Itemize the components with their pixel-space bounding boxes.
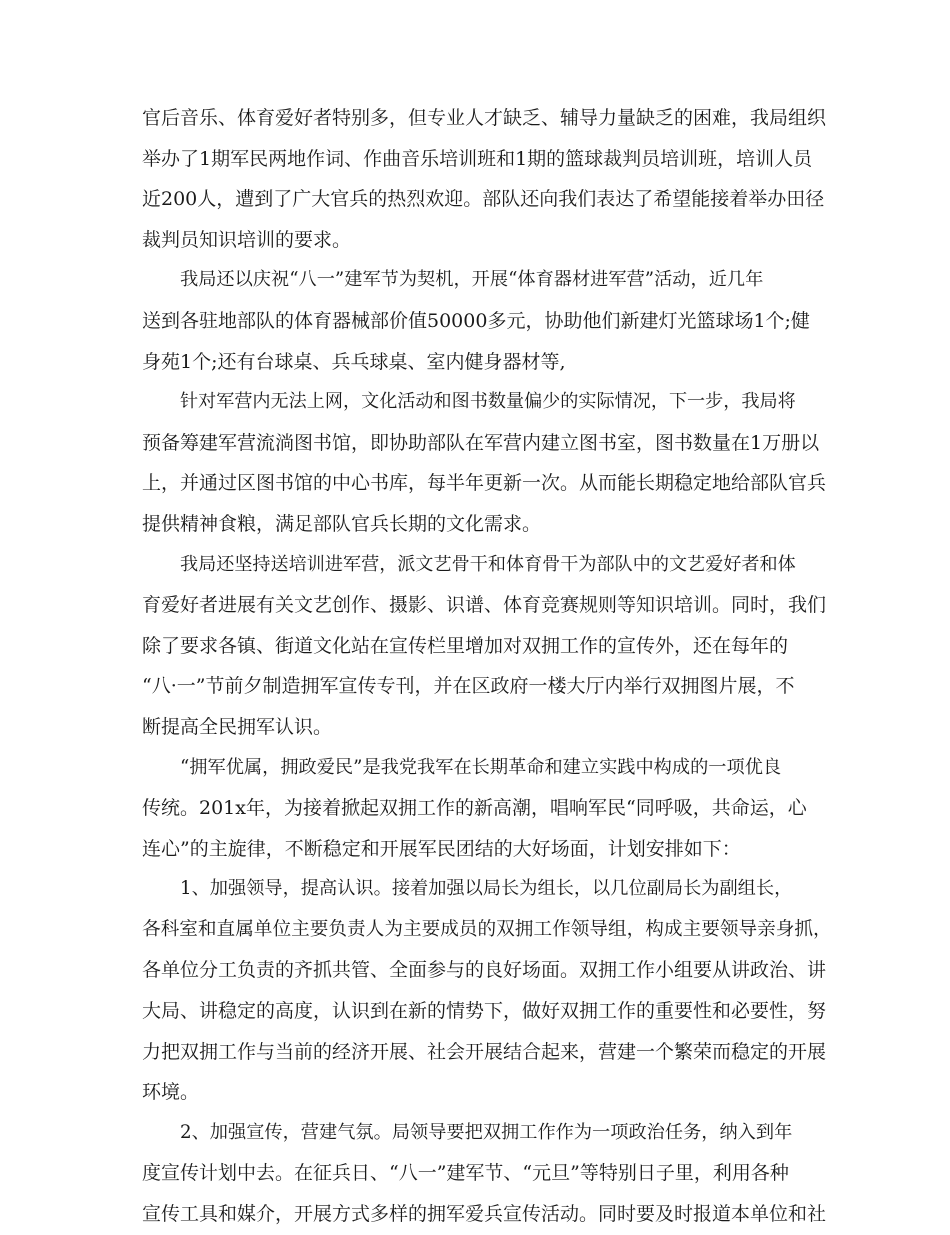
paragraph-line: 举办了1期军民两地作词、作曲音乐培训班和1期的篮球裁判员培训班，培训人员 [142, 147, 813, 170]
paragraph-line: 连心”的主旋律，不断稳定和开展军民团结的大好场面，计划安排如下： [142, 837, 741, 860]
paragraph-line: 宣传工具和媒介，开展方式多样的拥军爱兵宣传活动。同时要及时报道本单位和社 [142, 1203, 827, 1226]
document-body [142, 98, 832, 1235]
paragraph-first-line: 1、加强领导，提高认识。接着加强以局长为组长，以几位副局长为副组长， [180, 878, 793, 900]
paragraph-line: 近200人，遭到了广大官兵的热烈欢迎。部队还向我们表达了希望能接着举办田径 [142, 188, 825, 211]
paragraph-first-line: 我局还以庆祝“八一”建军节为契机，开展“体育器材进军营”活动，近几年 [180, 269, 764, 291]
paragraph-line: 官后音乐、体育爱好者特别多，但专业人才缺乏、辅导力量缺乏的困难，我局组织 [142, 107, 827, 129]
paragraph-line: 裁判员知识培训的要求。 [142, 228, 352, 251]
paragraph-line: 大局、讲稳定的高度，认识到在新的情势下，做好双拥工作的重要性和必要性，努 [142, 1000, 827, 1023]
paragraph-line: 育爱好者进展有关文艺创作、摄影、识谱、体育竞赛规则等知识培训。同时，我们 [142, 594, 827, 617]
paragraph-line: 度宣传计划中去。在征兵日、“八一”建军节、“元旦”等特别日子里，利用各种 [142, 1162, 789, 1185]
paragraph-first-line: 2、加强宣传，营建气氛。局领导要把双拥工作作为一项政治任务，纳入到年 [180, 1121, 793, 1143]
paragraph-line: 身苑1个;还有台球桌、兵乓球桌、室内健身器材等, [142, 350, 566, 373]
paragraph-line: 预备筹建军营流淌图书馆，即协助部队在军营内建立图书室，图书数量在1万册以 [142, 431, 820, 454]
paragraph-line: 送到各驻地部队的体育器械部价值50000多元，协助他们新建灯光篮球场1个;健 [142, 309, 810, 332]
paragraph-line: 力把双拥工作与当前的经济开展、社会开展结合起来，营建一个繁荣而稳定的开展 [142, 1040, 827, 1063]
paragraph-line: 各单位分工负责的齐抓共管、全面参与的良好场面。双拥工作小组要从讲政治、讲 [142, 959, 827, 982]
paragraph-first-line: “拥军优属，拥政爱民”是我党我军在长期革命和建立实践中构成的一项优良 [180, 756, 782, 778]
paragraph-line: 提供精神食粮，满足部队官兵长期的文化需求。 [142, 512, 542, 535]
paragraph-line: 断提高全民拥军认识。 [142, 715, 333, 738]
paragraph-line: 除了要求各镇、街道文化站在宣传栏里增加对双拥工作的宣传外，还在每年的 [142, 634, 789, 657]
paragraph-first-line: 针对军营内无法上网，文化活动和图书数量偏少的实际情况，下一步，我局将 [180, 391, 796, 413]
paragraph-line: “八·一”节前夕制造拥军宣传专刊，并在区政府一楼大厅内举行双拥图片展，不 [142, 675, 795, 698]
paragraph-line: 上，并通过区图书馆的中心书库，每半年更新一次。从而能长期稳定地给部队官兵 [142, 472, 827, 495]
paragraph-first-line: 我局还坚持送培训进军营，派文艺骨干和体育骨干为部队中的文艺爱好者和体 [180, 553, 796, 575]
paragraph-line: 传统。201x年，为接着掀起双拥工作的新高潮，唱响军民“同呼吸，共命运，心 [142, 797, 807, 820]
paragraph-line: 各科室和直属单位主要负责人为主要成员的双拥工作领导组，构成主要领导亲身抓， [142, 918, 832, 940]
paragraph-line: 环境。 [142, 1081, 200, 1104]
